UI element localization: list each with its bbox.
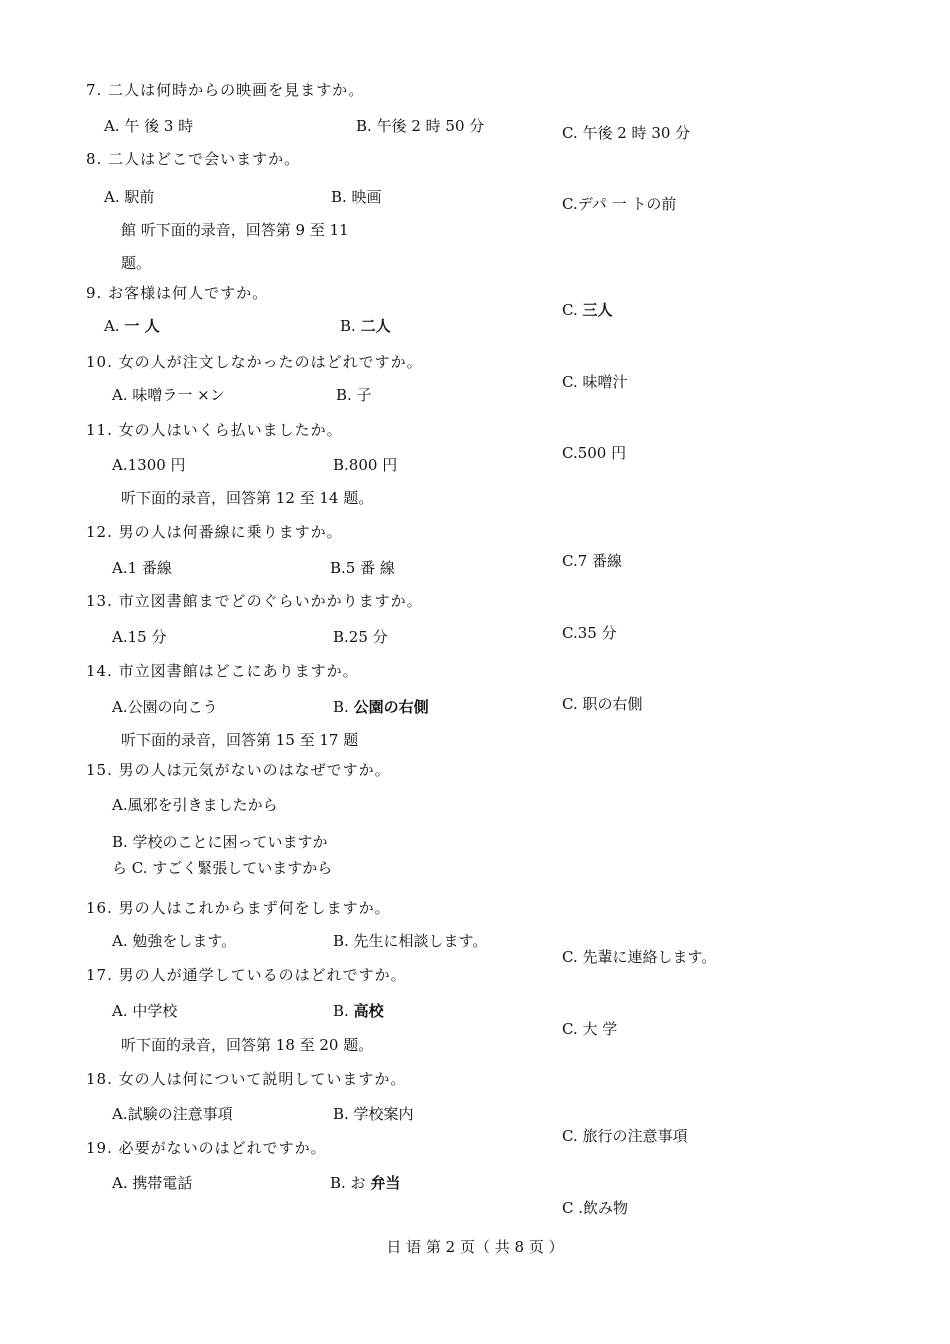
- option-9b-prefix: B.: [340, 317, 356, 335]
- question-15: 15. 男の人は元気がないのはなぜですか。: [86, 761, 391, 779]
- page-footer: 日 语 第 2 页（ 共 8 页 ）: [386, 1238, 564, 1256]
- option-11c: C.500 円: [562, 444, 627, 462]
- question-16: 16. 男の人はこれからまず何をしますか。: [86, 899, 391, 917]
- section-instruction-18-20: 听下面的录音，回答第 18 至 20 题。: [121, 1036, 374, 1054]
- option-12a: A.1 番線: [112, 559, 172, 577]
- option-9c: [562, 300, 613, 320]
- option-18a: A.試験の注意事項: [112, 1105, 233, 1123]
- option-15a: A.風邪を引きましたから: [112, 796, 278, 814]
- option-14b: [333, 697, 429, 717]
- option-11a: A.1300 円: [112, 456, 186, 474]
- option-12b: B.5 番 線: [330, 559, 395, 577]
- option-19a: A. 携帯電話: [112, 1174, 193, 1192]
- option-7a: A. 午 後 3 時: [104, 117, 194, 135]
- option-17a: A. 中学校: [112, 1002, 178, 1020]
- option-9b-text: 二人: [360, 317, 391, 335]
- option-9c-prefix: C.: [562, 301, 578, 319]
- option-19b-text: 弁当: [370, 1174, 401, 1192]
- question-14: 14. 市立図書館はどこにありますか。: [86, 662, 359, 680]
- option-19b: [330, 1173, 400, 1193]
- option-16b: B. 先生に相談します。: [333, 932, 488, 950]
- option-7b: B. 午後 2 時 50 分: [356, 117, 485, 135]
- option-16a: A. 勉強をします。: [112, 932, 237, 950]
- section-instruction-15-17: 听下面的录音，回答第 15 至 17 题: [121, 731, 359, 749]
- question-19: 19. 必要がないのはどれですか。: [86, 1139, 327, 1157]
- question-18: 18. 女の人は何について説明していますか。: [86, 1070, 407, 1088]
- question-11: 11. 女の人はいくら払いましたか。: [86, 421, 343, 439]
- option-17c: C. 大 学: [562, 1020, 618, 1038]
- option-14b-prefix: B.: [333, 698, 349, 716]
- question-8: 8. 二人はどこで会いますか。: [86, 150, 301, 168]
- question-10: 10. 女の人が注文しなかったのはどれですか。: [86, 353, 423, 371]
- option-9a: [104, 316, 160, 336]
- option-7c: C. 午後 2 時 30 分: [562, 124, 691, 142]
- option-10b: B. 子: [336, 386, 372, 404]
- option-11b: B.800 円: [333, 456, 398, 474]
- section-instruction-12-14: 听下面的录音，回答第 12 至 14 题。: [121, 489, 374, 507]
- option-8a: A. 駅前: [104, 188, 155, 206]
- option-14a: A.公園の向こう: [112, 698, 218, 716]
- option-18b: B. 学校案内: [333, 1105, 414, 1123]
- option-19b-prefix: B. お: [330, 1174, 366, 1192]
- section-instruction-9-11-cont: 题。: [121, 254, 152, 272]
- option-17b-text: 高校: [353, 1002, 384, 1020]
- option-10c: C. 味噌汁: [562, 373, 628, 391]
- option-18c: C. 旅行の注意事項: [562, 1127, 688, 1145]
- section-instruction-9-11: 館 听下面的录音，回答第 9 至 11: [121, 221, 349, 239]
- option-9a-text: 一 人: [124, 317, 160, 335]
- option-9a-prefix: A.: [104, 317, 120, 335]
- option-9b: [340, 316, 391, 336]
- option-19c: C .飲み物: [562, 1199, 629, 1217]
- option-8b: B. 映画: [331, 188, 382, 206]
- option-15c: ら C. すごく緊張していますから: [112, 859, 333, 877]
- option-16c: C. 先輩に連絡します。: [562, 948, 717, 966]
- option-13b: B.25 分: [333, 628, 388, 646]
- option-14c: C. 职の右側: [562, 695, 643, 713]
- option-9c-text: 三人: [582, 301, 613, 319]
- option-12c: C.7 番線: [562, 552, 623, 570]
- option-15b: B. 学校のことに困っていますか: [112, 833, 328, 851]
- option-8c: C.デパ 一 トの前: [562, 195, 677, 213]
- question-9: 9. お客様は何人ですか。: [86, 284, 269, 302]
- option-13c: C.35 分: [562, 624, 617, 642]
- question-12: 12. 男の人は何番線に乗りますか。: [86, 523, 343, 541]
- question-7: 7. 二人は何時からの映画を見ますか。: [86, 81, 365, 99]
- option-17b-prefix: B.: [333, 1002, 349, 1020]
- option-17b: [333, 1001, 384, 1021]
- option-10a: A. 味噌ラ一 ×ン: [112, 386, 225, 404]
- question-13: 13. 市立図書館までどのぐらいかかりますか。: [86, 592, 423, 610]
- option-13a: A.15 分: [112, 628, 167, 646]
- question-17: 17. 男の人が通学しているのはどれですか。: [86, 966, 407, 984]
- option-14b-text: 公園の右側: [353, 698, 429, 716]
